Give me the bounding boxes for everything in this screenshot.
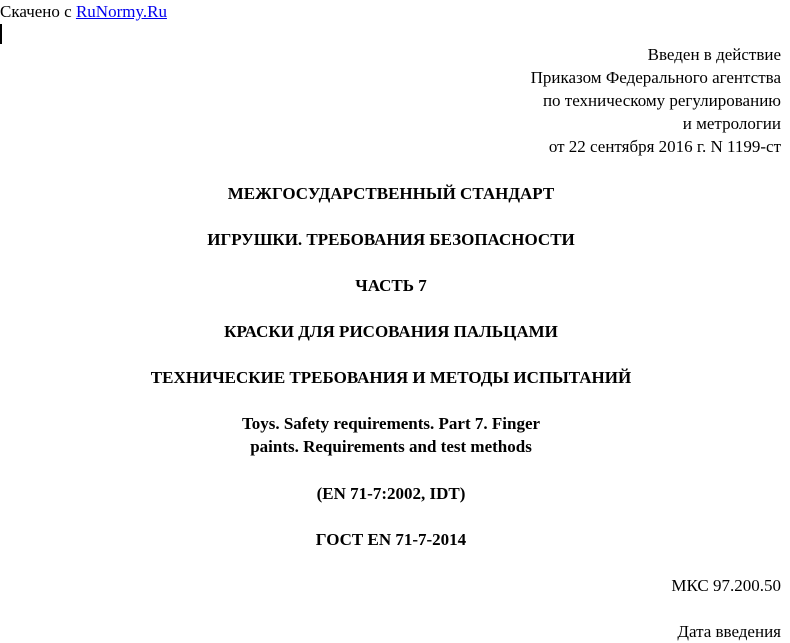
source-link[interactable]: RuNormy.Ru — [75, 2, 167, 21]
standard-designation: ГОСТ EN 71-7-2014 — [315, 530, 467, 549]
enactment-line: по техническому регулированию — [542, 91, 781, 110]
standard-subtitle-2: ТЕХНИЧЕСКИЕ ТРЕБОВАНИЯ И МЕТОДЫ ИСПЫТАНИЙ — [150, 368, 632, 387]
source-prefix: Скачено с — [0, 2, 76, 21]
mks-code: МКС 97.200.50 — [671, 576, 781, 595]
standard-subtitle: КРАСКИ ДЛЯ РИСОВАНИЯ ПАЛЬЦАМИ — [224, 322, 558, 341]
enactment-line: от 22 сентября 2016 г. N 1199-ст — [548, 137, 781, 156]
effective-date-label: Дата введения — [677, 622, 781, 641]
english-title-line-1: Toys. Safety requirements. Part 7. Finger — [241, 414, 541, 433]
standard-kind: МЕЖГОСУДАРСТВЕННЫЙ СТАНДАРТ — [227, 184, 555, 203]
enactment-block — [531, 43, 781, 158]
enactment-line: и метрологии — [682, 114, 781, 133]
standard-part: ЧАСТЬ 7 — [355, 276, 427, 295]
equivalence-note: (EN 71-7:2002, IDT) — [316, 484, 466, 503]
english-title-line-2: paints. Requirements and test methods — [250, 437, 532, 456]
standard-title: ИГРУШКИ. ТРЕБОВАНИЯ БЕЗОПАСНОСТИ — [207, 230, 575, 249]
text-cursor — [0, 24, 2, 44]
enactment-line: Введен в действие — [647, 45, 781, 64]
enactment-line: Приказом Федерального агентства — [530, 68, 781, 87]
source-line — [0, 0, 167, 23]
